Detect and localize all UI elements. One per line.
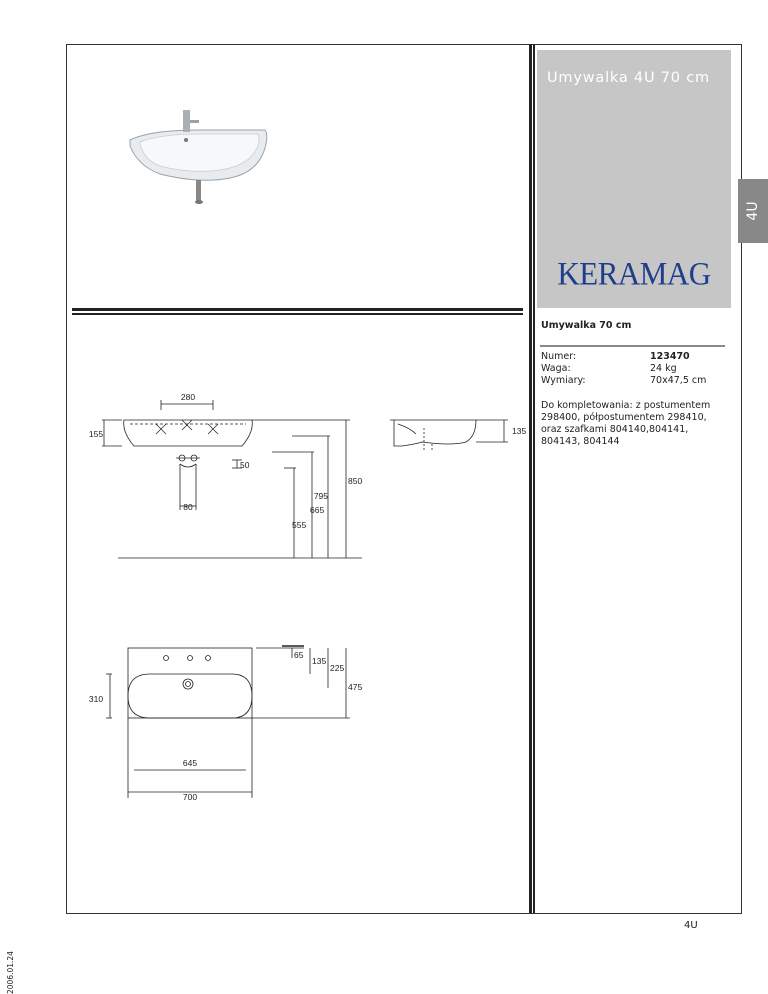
spec-row (541, 351, 731, 363)
dim-555: 555 (292, 520, 307, 530)
spec-row (541, 363, 731, 375)
page-title: Umywalka 4U 70 cm (547, 70, 710, 86)
spec-value: 70x47,5 cm (650, 375, 707, 386)
spec-row (541, 375, 731, 387)
dim-65: 65 (294, 650, 304, 660)
product-description: Do kompletowania: z postumentem 298400, półpostumentem 298410, oraz szafkami 804140,804141, 804143, 804144 (541, 400, 711, 447)
side-tab (738, 179, 768, 243)
print-date: 2006.01.24 (6, 951, 15, 994)
technical-drawing (72, 380, 532, 820)
title-panel (537, 50, 731, 308)
brand-logo: KERAMAG (557, 255, 711, 292)
dim-700: 700 (182, 792, 198, 802)
dim-side-135: 135 (512, 426, 527, 436)
spec-table (541, 351, 731, 387)
dim-280: 280 (180, 392, 196, 402)
dim-50: 50 (240, 460, 250, 470)
dim-795: 795 (313, 491, 328, 501)
spec-separator (540, 345, 725, 347)
spec-label: Wymiary: (541, 375, 586, 386)
product-subtitle: Umywalka 70 cm (541, 320, 632, 331)
horizontal-divider-thin (72, 313, 523, 315)
side-tab-label: 4U (745, 201, 761, 221)
dim-80: 80 (183, 502, 193, 512)
dim-475: 475 (348, 682, 363, 692)
spec-label: Numer: (541, 351, 577, 362)
dim-665: 665 (310, 505, 325, 515)
dim-155: 155 (88, 429, 104, 439)
spec-label: Waga: (541, 363, 571, 374)
horizontal-divider (72, 308, 523, 311)
spec-value: 24 kg (650, 363, 677, 374)
dim-310: 310 (88, 694, 104, 704)
dim-645: 645 (182, 758, 198, 768)
top-view (89, 646, 363, 802)
front-view (89, 392, 363, 558)
washbasin-photo (120, 104, 280, 208)
dim-top-135: 135 (312, 656, 327, 666)
page-number: 4U (684, 920, 698, 931)
side-view (390, 420, 526, 452)
dim-850: 850 (348, 476, 363, 486)
spec-value: 123470 (650, 351, 690, 362)
dim-225: 225 (330, 663, 345, 673)
vertical-divider-thin (533, 44, 535, 913)
